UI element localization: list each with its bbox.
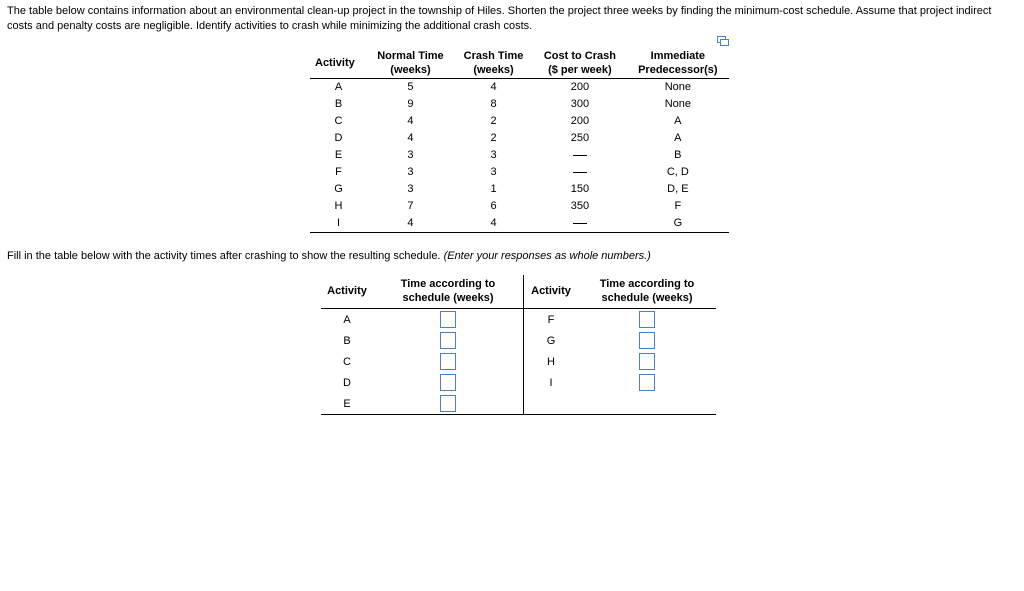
cell-activity: D [334,132,343,144]
answer-time-cell-left [373,393,524,415]
cell-immediate-predecessors: F [674,200,682,212]
answer-time-cell-left [373,351,524,372]
answer-table-row [321,330,716,351]
answer-time-cell-right [578,330,716,351]
time-input-a[interactable] [440,311,456,328]
answer-header-time-left: Time according to schedule (weeks) [373,275,524,309]
answer-table-row [321,351,716,372]
cell-immediate-predecessors: None [664,98,691,110]
answer-table-header-row [321,275,716,309]
data-table-row [310,181,729,198]
cell-crash-time: 3 [490,166,497,178]
cell-activity: F [335,166,342,178]
answer-activity-left: E [321,393,373,415]
answer-table-row [321,309,716,331]
cell-crash-time: 2 [490,115,497,127]
cell-normal-time: 4 [407,115,414,127]
data-table-row [310,96,729,113]
data-table-row [310,147,729,164]
cell-normal-time: 3 [407,149,414,161]
answer-time-cell-right [578,351,716,372]
answer-header-activity-left: Activity [321,275,373,309]
header-crash-time: Crash Time (weeks) [454,49,533,79]
cell-crash-time: 3 [490,149,497,161]
answer-time-cell-left [373,330,524,351]
time-input-i[interactable] [639,374,655,391]
time-input-d[interactable] [440,374,456,391]
cell-activity: A [334,81,343,93]
header-activity: Activity [310,49,367,79]
time-input-g[interactable] [639,332,655,349]
answer-activity-left: A [343,313,351,326]
answer-time-cell-right [578,393,716,415]
cell-activity: G [334,183,343,195]
cell-crash-time: 4 [454,215,533,233]
cell-immediate-predecessors: None [664,81,691,93]
answer-activity-right: H [547,355,555,368]
answer-time-cell-right [578,309,716,331]
answer-time-cell-right [578,372,716,393]
answer-activity-right: F [547,313,555,326]
problem-statement: The table below contains information about an environmental clean-up project in the township of Hiles. Shorten the project three weeks by finding the minimum-cost schedule. Assume that project indirect costs and penalty costs are negligible. Identify activities to crash while minimizing the additional crash costs. [7,5,992,32]
cell-normal-time: 4 [407,132,414,144]
cell-cost-to-crash: 300 [570,98,590,110]
answer-activity-left: C [343,355,351,368]
cell-crash-time: 4 [490,81,497,93]
answer-activity-right: G [546,334,556,347]
data-table-header-row [310,49,729,79]
header-normal-time: Normal Time (weeks) [367,49,454,79]
answer-activity-left: B [343,334,351,347]
time-input-e[interactable] [440,395,456,412]
cell-activity: I [310,215,367,233]
cell-cost-to-crash: 350 [570,200,590,212]
project-data-table [310,49,729,233]
cell-immediate-predecessors: C, D [666,166,689,178]
cell-activity: H [334,200,343,212]
cell-normal-time: 7 [407,200,414,212]
cell-immediate-predecessors: B [674,149,682,161]
cell-normal-time: 3 [407,166,414,178]
cell-normal-time: 5 [407,81,414,93]
answer-header-time-right: Time according to schedule (weeks) [578,275,716,309]
data-table-row [310,198,729,215]
answer-table [321,275,716,415]
fill-instructions-hint: (Enter your responses as whole numbers.) [443,250,651,262]
data-table-row [310,164,729,181]
header-cost-to-crash: Cost to Crash ($ per week) [533,49,627,79]
time-input-f[interactable] [639,311,655,328]
cell-activity: E [334,149,343,161]
time-input-h[interactable] [639,353,655,370]
cell-immediate-predecessors: D, E [667,183,689,195]
answer-activity-right [524,393,579,415]
cell-cost-to-crash [533,147,627,164]
cell-cost-to-crash: 250 [570,132,590,144]
header-immediate-predecessors: Immediate Predecessor(s) [627,49,729,79]
cell-immediate-predecessors: G [627,215,729,233]
cell-immediate-predecessors: A [674,132,682,144]
cell-crash-time: 6 [490,200,497,212]
cell-normal-time: 4 [367,215,454,233]
fill-instructions-text: Fill in the table below with the activity times after crashing to show the resulting schedule. [7,250,441,262]
cell-cost-to-crash [533,215,627,233]
answer-time-cell-left [373,309,524,331]
cell-immediate-predecessors: A [674,115,682,127]
time-input-c[interactable] [440,353,456,370]
no-cost-dash [573,223,587,224]
answer-time-cell-left [373,372,524,393]
data-table-row [310,215,729,233]
no-cost-dash [573,155,587,156]
time-input-b[interactable] [440,332,456,349]
cell-cost-to-crash: 200 [570,115,590,127]
answer-table-row [321,393,716,415]
data-table-row [310,130,729,147]
answer-header-activity-right: Activity [524,275,579,309]
copy-table-icon[interactable] [717,36,729,46]
cell-cost-to-crash [533,164,627,181]
answer-activity-left: D [343,376,351,389]
answer-table-row [321,372,716,393]
answer-activity-right: I [549,376,553,389]
cell-crash-time: 2 [490,132,497,144]
data-table-row [310,79,729,97]
cell-cost-to-crash: 200 [570,81,590,93]
cell-crash-time: 1 [490,183,497,195]
cell-normal-time: 3 [407,183,414,195]
fill-instructions [7,249,651,264]
no-cost-dash [573,172,587,173]
cell-activity: B [334,98,343,110]
cell-cost-to-crash: 150 [570,183,590,195]
data-table-row [310,113,729,130]
cell-activity: C [334,115,343,127]
cell-normal-time: 9 [407,98,414,110]
cell-crash-time: 8 [490,98,497,110]
